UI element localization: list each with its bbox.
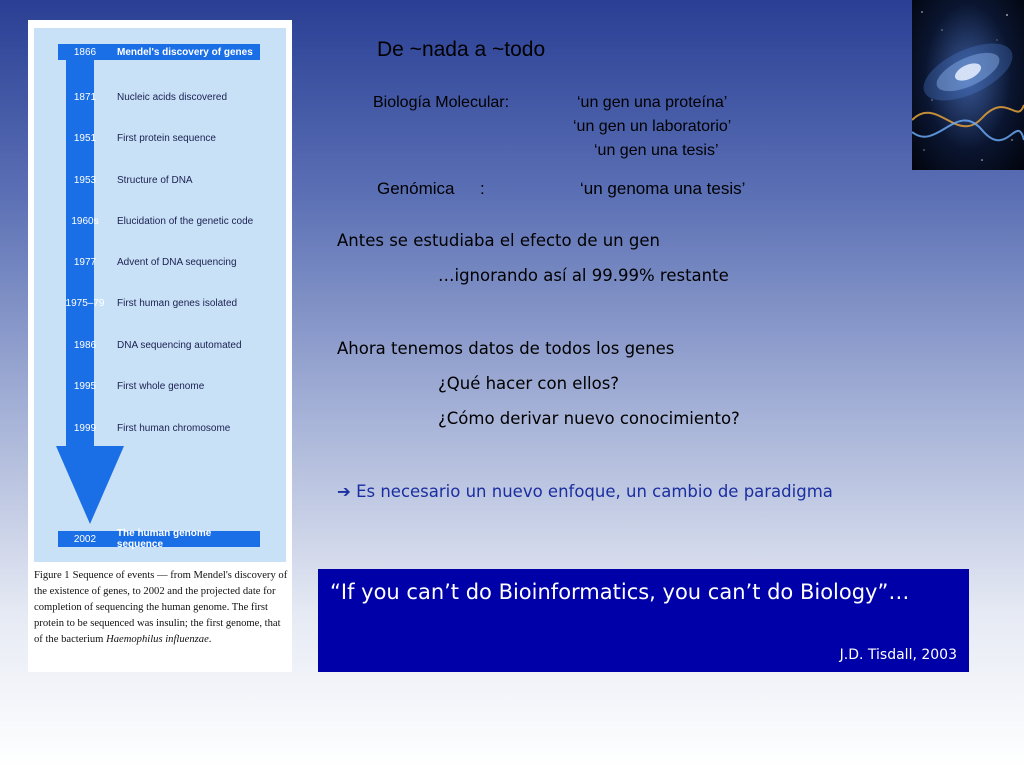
quote-box	[318, 569, 969, 672]
figure-caption-text: Sequence of events — from Mendel's discovery of the existence of genes, to 2002 and the projected date for completion of sequencing the human genome. The first protein to be sequenced was insulin; the first genome, that of the bacterium	[34, 570, 288, 645]
genomica-value: ‘un genoma una tesis’	[580, 179, 746, 198]
biologia-line: ‘un gen una tesis’	[594, 142, 719, 159]
paradigm-text: Es necesario un nuevo enfoque, un cambio de paradigma	[356, 482, 833, 501]
timeline-row	[58, 337, 242, 353]
figure-caption	[34, 568, 288, 648]
biologia-line: ‘un gen un laboratorio’	[573, 118, 732, 135]
timeline-row	[58, 528, 260, 550]
timeline-year: 1995	[73, 380, 97, 392]
timeline-event: Structure of DNA	[117, 174, 193, 186]
timeline-row	[58, 89, 227, 105]
timeline-row	[58, 44, 260, 60]
biologia-label: Biología Molecular:	[373, 94, 510, 111]
slide-title: De ~nada a ~todo	[377, 38, 546, 61]
timeline-year: 1953	[73, 174, 97, 186]
paradigm-line	[337, 482, 833, 501]
timeline-figure	[28, 20, 292, 672]
genomica-label: Genómica	[377, 179, 455, 198]
timeline-year: 1977	[73, 256, 97, 268]
quote-text: “If you can’t do Bioinformatics, you can’t do Biology”…	[330, 580, 910, 604]
timeline-year: 2002	[73, 533, 97, 545]
bullet-como: ¿Cómo derivar nuevo conocimiento?	[438, 409, 740, 428]
biologia-line: ‘un gen una proteína’	[577, 94, 728, 111]
timeline-year: 1986	[73, 339, 97, 351]
timeline-event: The human genome sequence	[116, 528, 212, 550]
bullet-antes: Antes se estudiaba el efecto de un gen	[337, 231, 660, 250]
timeline-row	[58, 254, 237, 270]
timeline-row	[58, 172, 193, 188]
timeline-row	[58, 213, 253, 229]
timeline-year: 1951	[73, 132, 97, 144]
timeline-event: Nucleic acids discovered	[117, 91, 228, 103]
timeline-year: 1975–79	[65, 297, 105, 309]
timeline-year: 1866	[73, 46, 97, 58]
timeline-event: Advent of DNA sequencing	[117, 256, 237, 268]
quote-author: J.D. Tisdall, 2003	[839, 647, 957, 663]
timeline-row	[58, 130, 216, 146]
genomica-colon: :	[480, 179, 485, 198]
timeline-row	[58, 378, 204, 394]
bullet-que-hacer: ¿Qué hacer con ellos?	[438, 374, 620, 393]
timeline-event: First protein sequence	[117, 132, 216, 144]
timeline-event: First human chromosome	[117, 422, 231, 434]
timeline-event: DNA sequencing automated	[117, 339, 242, 351]
figure-caption-species: Haemophilus influenzae	[106, 634, 209, 645]
timeline-event: First whole genome	[117, 380, 205, 392]
timeline-event: First human genes isolated	[117, 297, 238, 309]
timeline-year: 1871	[73, 91, 97, 103]
timeline-year: 1960s	[71, 215, 99, 227]
timeline-event: Elucidation of the genetic code	[117, 215, 254, 227]
timeline-event: Mendel's discovery of genes	[117, 46, 253, 58]
bullet-ahora: Ahora tenemos datos de todos los genes	[337, 339, 675, 358]
galaxy-dna-image	[912, 0, 1024, 170]
galaxy-icon	[912, 0, 1024, 170]
timeline-panel	[34, 28, 286, 562]
arrow-right-icon: ➔	[337, 482, 351, 501]
timeline-row	[58, 420, 230, 436]
figure-caption-label: Figure 1	[34, 570, 70, 581]
timeline-year: 1999	[73, 422, 97, 434]
timeline-row	[58, 295, 237, 311]
bullet-ignorando: …ignorando así al 99.99% restante	[438, 266, 729, 285]
figure-caption-end: .	[208, 634, 212, 645]
